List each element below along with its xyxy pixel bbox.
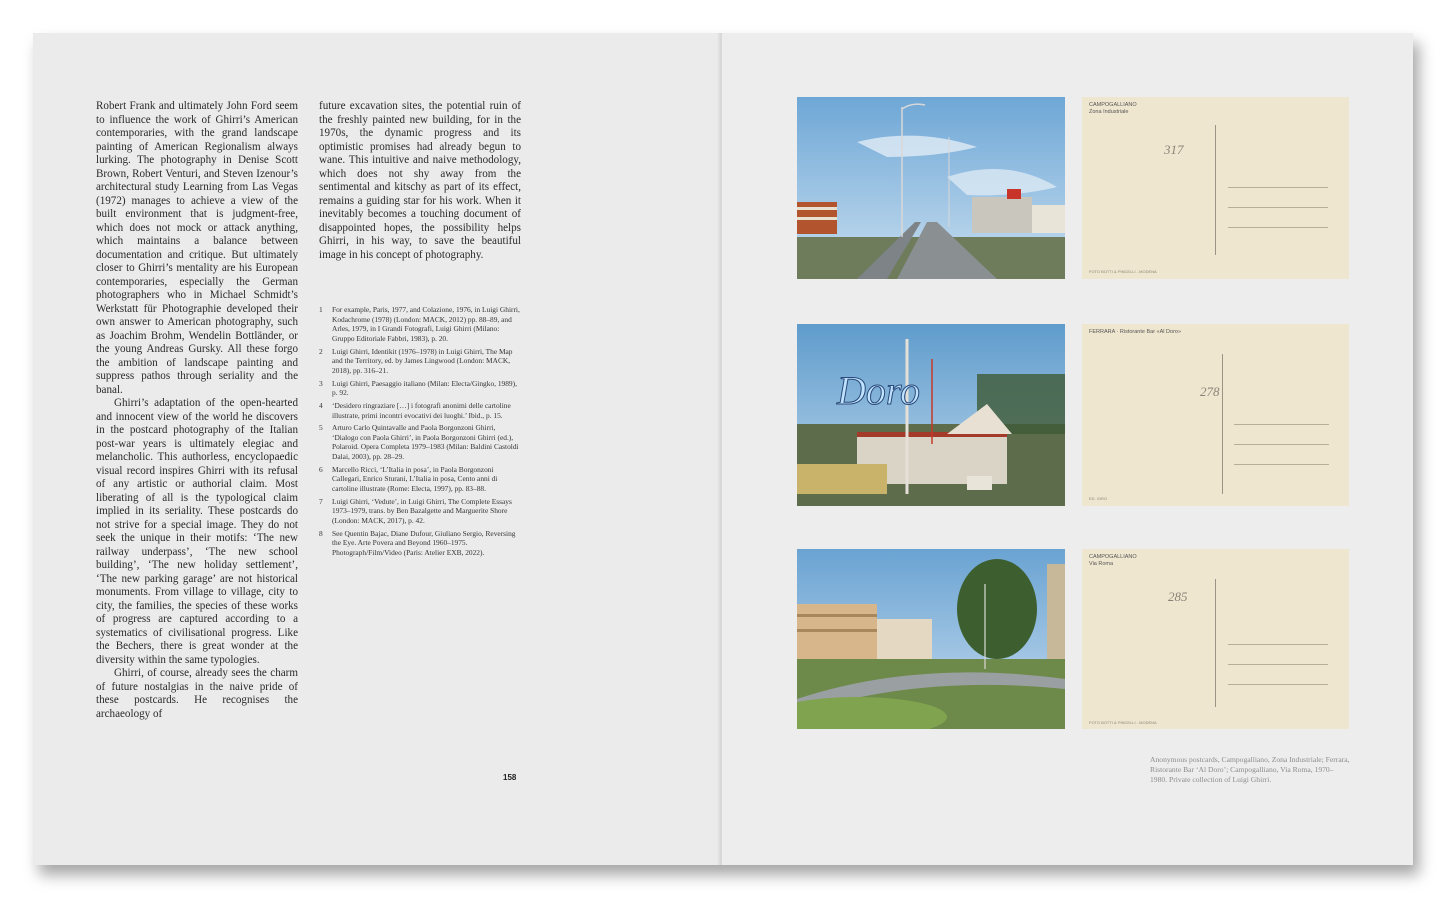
postcard-divider [1215, 579, 1216, 707]
footnote: 6 Marcello Ricci, ‘L’Italia in posa’, in Paola Borgonzoni Callegari, Enrico Sturani, L’Italia in posa, Cento anni di cartoline illustrate (Rome: Electa, 1997), pp. 83–88. [319, 464, 498, 494]
postcard-imprint: ED. GIRO [1089, 496, 1108, 501]
address-line [1234, 464, 1329, 465]
footnote: 5 Arturo Carlo Quintavalle and Paola Borgonzoni Ghirri, ‘Dialogo con Paola Ghirri’, in Paola Borgonzoni Ghirri (ed.), Polaroid. Opera Completa 1979–1983 (Milan: Baldini Castoldi Dalai, 2003), pp. 28–29. [319, 423, 519, 462]
address-line [1228, 664, 1328, 665]
postcard-back-2 [1082, 324, 1349, 506]
footnote: 4 ‘Desidero ringraziare […] i fotografi anonimi delle cartoline illustrate, primi incontri evocativi dei luoghi.’ Ibid., p. 15. [319, 400, 511, 420]
postcard-back-3 [1082, 549, 1349, 729]
address-line [1234, 444, 1329, 445]
address-line [1234, 424, 1329, 425]
postcard-address: FERRARA · Ristorante Bar «Al Doro» [1089, 329, 1182, 335]
paragraph: Robert Frank and ultimately John Ford seem to influence the work of Ghirri’s American contemporaries, with the grand landscape painting of American Regionalism always lurking. The photography in Denise Scott Brown, Robert Venturi, and Steven Izenour’s architectural study Learning from Las Vegas (1972) manages to achieve a view of the built environment that is judgment-free, which does not mock or attack anything, which maintains a balance between documentation and critique. But ultimately closer to Ghirri’s mentality are his European contemporaries, especially the German photographers who in Michael Schmidt’s Werkstatt für Photographie developed their own answer to American photography, such as Joachim Brohm, Wendelin Bottländer, or the young Andreas Gursky. All these forgo the ambition of landscape painting and suppress pathos through seriality and the banal. [96, 100, 298, 396]
postcard-photo-restaurant [797, 324, 1065, 506]
figure-caption: Anonymous postcards, Campogalliano, Zona Industriale; Ferrara, Ristorante Bar ‘Al Doro’; Campogalliano, Via Roma, 1970–1980. Private collection of Luigi Ghirri. [1150, 755, 1350, 784]
postcard-address: CAMPOGALLIANO Via Roma [1089, 554, 1137, 567]
postcard-address: CAMPOGALLIANO Zona Industriale [1089, 102, 1137, 115]
address-line [1228, 207, 1328, 208]
address-line [1228, 227, 1328, 228]
address-line [1228, 187, 1328, 188]
handwritten-number: 278 [1200, 384, 1220, 399]
address-line [1228, 644, 1328, 645]
handwritten-number: 285 [1168, 589, 1188, 604]
postcard-imprint: FOTO BOTTI & PINCELLI - MODENA [1089, 720, 1157, 725]
paragraph: Ghirri’s adaptation of the open-hearted and innocent view of the world he discovers in the postcard photography of the Italian post-war years is ultimately elegiac and melancholic. This authorless, encyclopaedic visual record inspires Ghirri with its refusal of any artistic or authorial claim. Most liberating of all is the typological claim implied in its seriality. These postcards do not strive for a special image. They do not seek the unique in their motifs: ‘The new railway underpass’, ‘The new school building’, ‘The new holiday settlement’, ‘The new parking garage’ are not historical monuments. From village to village, city to city, the families, the species of these works of progress are captured according to a systematics of civilisational progress. Like the Bechers, there is great wonder at the diversity within the same typologies. [96, 397, 298, 666]
postcard-back-1 [1082, 97, 1349, 279]
paragraph: future excavation sites, the potential ruin of the freshly painted new building, for in the 1970s, the dynamic progress and its optimistic promises had already begun to wane. This intuitive and naive methodology, which does not shy away from the sentimental and kitschy as part of its effect, remains a guiding star for his work. When it inevitably becomes a touching document of disappointed hopes, the possibility helps Ghirri, in his way, to save the beautiful image in his concept of photography. [319, 100, 521, 261]
text-column-2 [319, 100, 521, 262]
text-column-1 [96, 100, 298, 721]
footnote: 2 Luigi Ghirri, Identikit (1976–1978) in Luigi Ghirri, The Map and the Territory, ed. by James Lingwood (London: MACK, 2018), pp. 316–21. [319, 346, 513, 375]
book-spread [33, 33, 1413, 865]
svg-text:Doro: Doro [837, 368, 920, 413]
handwritten-number: 317 [1164, 142, 1184, 157]
page-number: 158 [503, 773, 517, 782]
footnote: 3 Luigi Ghirri, Paesaggio italiano (Milan: Electa/Gingko, 1989), p. 92. [319, 378, 517, 398]
postcard-photo-industrial-zone [797, 97, 1065, 279]
postcard-imprint: FOTO BOTTI & PINCELLI - MODENA [1089, 269, 1157, 274]
footnote: 8 See Quentin Bajac, Diane Dufour, Giuliano Sergio, Reversing the Eye. Arte Povera and Beyond 1960–1975. Photograph/Film/Video (Paris: Atelier EXB, 2022). [319, 528, 516, 557]
postcard-divider [1222, 354, 1223, 494]
footnote: 1 For example, Paris, 1977, and Colazione, 1976, in Luigi Ghirri, Kodachrome (1978) (London: MACK, 2012) pp. 88–89, and Arles, 1979, in I Grandi Fotografi, Luigi Ghirri (Milano: Gruppo Editoriale Fabbri, 1983), p. 20. [319, 305, 520, 343]
left-page [33, 33, 721, 865]
footnote: 7 Luigi Ghirri, ‘Vedute’, in Luigi Ghirri, The Complete Essays 1973–1979, trans. by Ben Bazalgette and Marguerite Shore (London: MACK, 2017), p. 42. [319, 496, 512, 525]
right-page [722, 33, 1413, 865]
address-line [1228, 684, 1328, 685]
postcard-divider [1215, 125, 1216, 255]
footnotes [319, 305, 521, 561]
paragraph: Ghirri, of course, already sees the charm of future nostalgias in the naive pride of these postcards. He recognises the archaeology of [96, 667, 298, 720]
postcard-photo-via-roma [797, 549, 1065, 729]
